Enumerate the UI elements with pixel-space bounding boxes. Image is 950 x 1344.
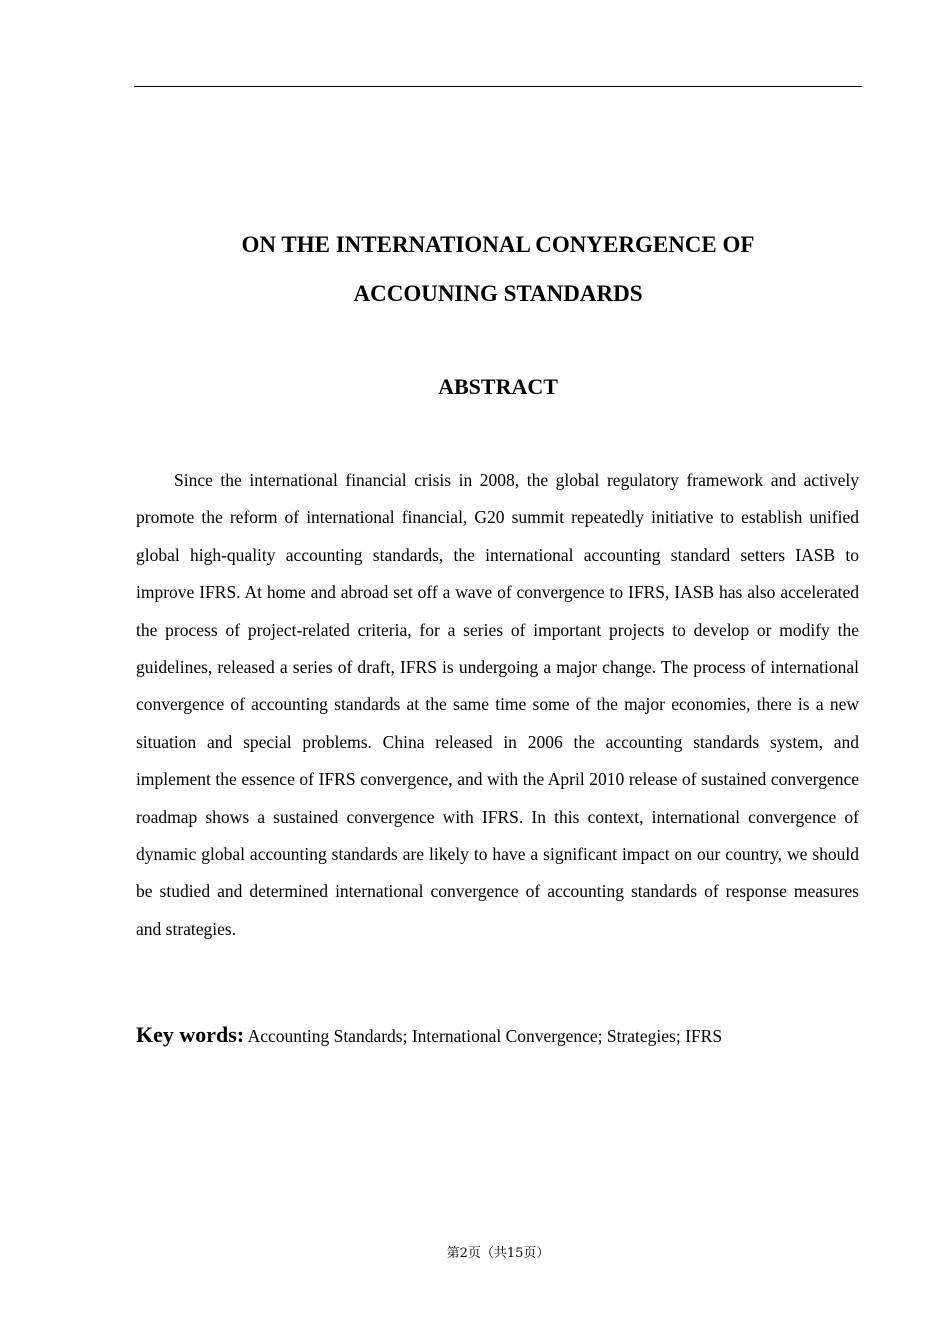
title-line-2: ACCOUNING STANDARDS	[353, 281, 643, 306]
document-title	[134, 220, 862, 318]
abstract-body: Since the international financial crisis in 2008, the global regulatory framework and actively promote the reform of international financial, G20 summit repeatedly initiative to establish unified global high-quality accounting standards, the international accounting standard setters IASB to improve IFRS. At home and abroad set off a wave of convergence to IFRS, IASB has also accelerated the process of project-related criteria, for a series of important projects to develop or modify the guidelines, released a series of draft, IFRS is undergoing a major change. The process of international convergence of accounting standards at the same time some of the major economies, there is a new situation and special problems. China released in 2006 the accounting standards system, and implement the essence of IFRS convergence, and with the April 2010 release of sustained convergence roadmap shows a sustained convergence with IFRS. In this context, international convergence of dynamic global accounting standards are likely to have a significant impact on our country, we should be studied and determined international convergence of accounting standards of response measures and strategies.	[136, 470, 859, 939]
page-footer: 第2页（共15页）	[446, 1246, 550, 1261]
keywords-label: Key words:	[136, 1022, 245, 1047]
abstract-heading: ABSTRACT	[438, 374, 558, 399]
header-rule	[134, 86, 862, 87]
keywords	[136, 1018, 859, 1053]
keywords-text: Accounting Standards; International Convergence; Strategies; IFRS	[244, 1026, 723, 1046]
title-line-1: ON THE INTERNATIONAL CONYERGENCE OF	[241, 232, 755, 257]
